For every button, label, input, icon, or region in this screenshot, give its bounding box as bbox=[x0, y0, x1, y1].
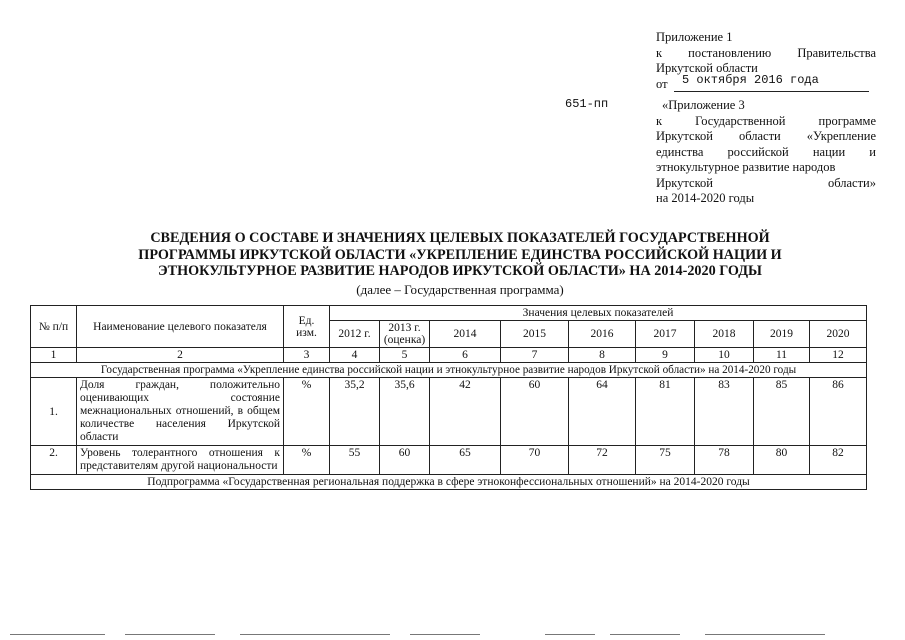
appendix-3-line3: Иркутской области «Укрепление bbox=[656, 129, 876, 143]
indicators-table bbox=[30, 305, 867, 490]
appendix-3-line7: на 2014-2020 годы bbox=[656, 191, 755, 205]
value-2016: 72 bbox=[569, 446, 636, 475]
header-2014: 2014 bbox=[430, 321, 501, 348]
header-values-group: Значения целевых показателей bbox=[330, 306, 867, 321]
appendix-3-line5: этнокультурное развитие народов bbox=[656, 160, 836, 174]
col-number: 3 bbox=[284, 348, 330, 363]
header-name: Наименование целевого показателя bbox=[77, 306, 284, 348]
header-2013-note: (оценка) bbox=[383, 334, 426, 346]
subprogram-section-title: Подпрограмма «Государственная региональная поддержка в сфере этноконфессиональных отношений» на 2014-2020 годы bbox=[31, 475, 867, 490]
appendix-1-date: 5 октября 2016 года bbox=[682, 72, 819, 87]
value-2017: 81 bbox=[636, 378, 695, 446]
col-number: 1 bbox=[31, 348, 77, 363]
value-2019: 85 bbox=[754, 378, 810, 446]
col-number: 12 bbox=[810, 348, 867, 363]
value-2018: 83 bbox=[695, 378, 754, 446]
row-number: 1. bbox=[31, 378, 77, 446]
value-2013: 35,6 bbox=[380, 378, 430, 446]
table-row bbox=[31, 378, 867, 446]
header-num: № п/п bbox=[31, 306, 77, 348]
value-2012: 55 bbox=[330, 446, 380, 475]
header-unit: Ед. изм. bbox=[284, 306, 330, 348]
subprogram-section-row bbox=[31, 475, 867, 490]
value-2018: 78 bbox=[695, 446, 754, 475]
header-2018: 2018 bbox=[695, 321, 754, 348]
header-2015: 2015 bbox=[501, 321, 569, 348]
appendix-1-resolution: к постановлению Правительства bbox=[656, 45, 876, 60]
appendix-1-header bbox=[656, 30, 876, 92]
scan-edge-marks bbox=[0, 634, 905, 636]
value-2015: 60 bbox=[501, 378, 569, 446]
indicator-unit: % bbox=[284, 446, 330, 475]
col-number: 4 bbox=[330, 348, 380, 363]
header-2020: 2020 bbox=[810, 321, 867, 348]
header-row-1 bbox=[31, 306, 867, 321]
appendix-1-title: Приложение 1 bbox=[656, 30, 733, 44]
appendix-1-region: Иркутской области bbox=[656, 61, 758, 75]
header-2013 bbox=[380, 321, 430, 348]
col-number: 6 bbox=[430, 348, 501, 363]
value-2019: 80 bbox=[754, 446, 810, 475]
date-underline bbox=[674, 91, 869, 92]
appendix-3-line6a: Иркутской bbox=[656, 175, 713, 190]
table-row bbox=[31, 446, 867, 475]
value-2013: 60 bbox=[380, 446, 430, 475]
appendix-3-line6b: области» bbox=[827, 175, 876, 190]
col-number: 2 bbox=[77, 348, 284, 363]
appendix-3-header bbox=[656, 98, 876, 207]
value-2017: 75 bbox=[636, 446, 695, 475]
document-title bbox=[60, 230, 860, 280]
col-number: 5 bbox=[380, 348, 430, 363]
value-2015: 70 bbox=[501, 446, 569, 475]
value-2012: 35,2 bbox=[330, 378, 380, 446]
row-number: 2. bbox=[31, 446, 77, 475]
header-2016: 2016 bbox=[569, 321, 636, 348]
header-2013-year: 2013 г. bbox=[388, 322, 421, 334]
header-2019: 2019 bbox=[754, 321, 810, 348]
appendix-3-line4: единства российской нации и bbox=[656, 144, 876, 159]
col-number: 9 bbox=[636, 348, 695, 363]
title-line-1: СВЕДЕНИЯ О СОСТАВЕ И ЗНАЧЕНИЯХ ЦЕЛЕВЫХ ПОКАЗАТЕЛЕЙ ГОСУДАРСТВЕННОЙ bbox=[150, 230, 770, 246]
indicator-unit: % bbox=[284, 378, 330, 446]
title-line-3: ЭТНОКУЛЬТУРНОЕ РАЗВИТИЕ НАРОДОВ ИРКУТСКОЙ ОБЛАСТИ» НА 2014-2020 ГОДЫ bbox=[158, 263, 762, 279]
value-2014: 42 bbox=[430, 378, 501, 446]
program-section-row bbox=[31, 363, 867, 378]
program-section-title: Государственная программа «Укрепление единства российской нации и этнокультурное развитие народов Иркутской области» на 2014-2020 годы bbox=[31, 363, 867, 378]
appendix-1-date-line bbox=[656, 72, 876, 93]
value-2016: 64 bbox=[569, 378, 636, 446]
appendix-3-title: «Приложение 3 bbox=[662, 98, 745, 112]
column-numbers-row bbox=[31, 348, 867, 363]
document-subtitle: (далее – Государственная программа) bbox=[356, 282, 564, 297]
appendix-3-line2: к Государственной программе bbox=[656, 113, 876, 128]
appendix-3-line6 bbox=[656, 176, 876, 192]
value-2014: 65 bbox=[430, 446, 501, 475]
col-number: 10 bbox=[695, 348, 754, 363]
title-line-2: ПРОГРАММЫ ИРКУТСКОЙ ОБЛАСТИ «УКРЕПЛЕНИЕ ЕДИНСТВА РОССИЙСКОЙ НАЦИИ И bbox=[138, 246, 782, 263]
value-2020: 82 bbox=[810, 446, 867, 475]
document-number: 651-пп bbox=[565, 97, 609, 111]
header-2017: 2017 bbox=[636, 321, 695, 348]
col-number: 8 bbox=[569, 348, 636, 363]
header-2012: 2012 г. bbox=[330, 321, 380, 348]
appendix-1-date-prefix: от bbox=[656, 76, 668, 91]
col-number: 7 bbox=[501, 348, 569, 363]
col-number: 11 bbox=[754, 348, 810, 363]
indicator-name: Доля граждан, положительно оценивающих состояние межнациональных отношений, в общем количестве населения Иркутской области bbox=[77, 378, 284, 446]
value-2020: 86 bbox=[810, 378, 867, 446]
indicator-name: Уровень толерантного отношения к представителям другой национальности bbox=[77, 446, 284, 475]
